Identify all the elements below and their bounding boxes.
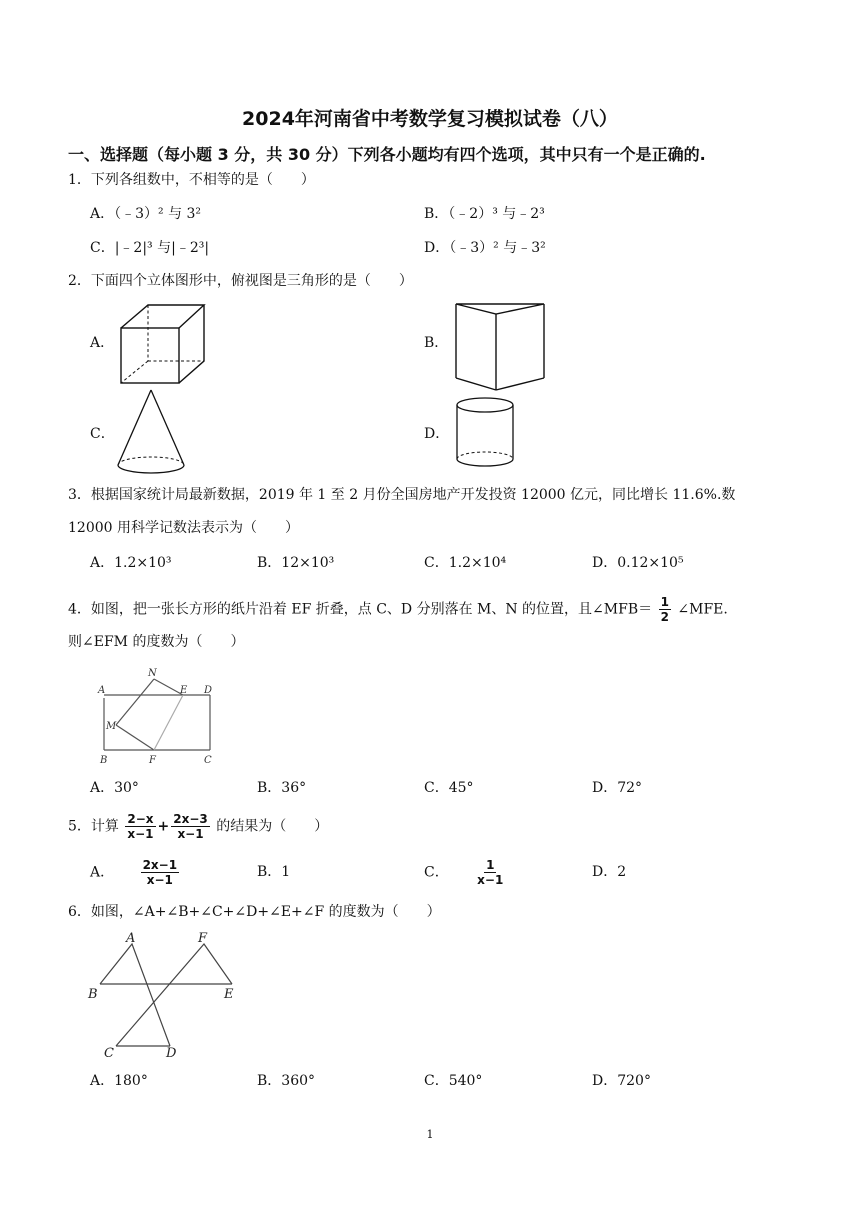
q6-option-c: C．540° xyxy=(424,1073,483,1089)
q5-fraction-1-den: x−1 xyxy=(127,827,154,841)
q2-stem: 2．下面四个立体图形中，俯视图是三角形的是（ ） xyxy=(68,273,413,289)
label-C: C xyxy=(204,755,212,766)
page-title: 2024年河南省中考数学复习模拟试卷（八） xyxy=(242,108,618,130)
q6-option-a: A．180° xyxy=(90,1073,148,1089)
q5-option-b: B．1 xyxy=(257,864,291,880)
label-A: A xyxy=(126,931,136,946)
q6-option-d: D．720° xyxy=(592,1073,651,1089)
cube-figure xyxy=(118,302,208,386)
q4-option-c: C．45° xyxy=(424,780,474,796)
q5-option-d: D．2 xyxy=(592,864,627,880)
label-D: D xyxy=(204,685,213,696)
q5-fraction-1-num: 2−x xyxy=(127,812,154,826)
q5-option-a-den: x−1 xyxy=(146,873,173,887)
prism-figure xyxy=(454,302,548,392)
q4-option-a: A．30° xyxy=(90,780,139,796)
q4-fraction xyxy=(659,595,671,624)
label-F: F xyxy=(198,931,208,946)
section-heading: 一、选择题（每小题 3 分，共 30 分）下列各小题均有四个选项，其中只有一个是正确的. xyxy=(68,145,706,164)
label-D: D xyxy=(166,1046,177,1061)
q5-stem-post: 的结果为（ ） xyxy=(216,818,329,835)
q4-stem-post: ∠MFE. xyxy=(677,601,728,618)
q3-stem-line1: 3．根据国家统计局最新数据，2019 年 1 至 2 月份全国房地产开发投资 12000 亿元，同比增长 11.6%.数 xyxy=(68,487,736,503)
q4-stem-line1 xyxy=(68,595,728,624)
label-F: F xyxy=(149,755,156,766)
q5-plus: + xyxy=(157,818,170,835)
label-M: M xyxy=(106,721,117,732)
page-number: 1 xyxy=(426,1128,434,1141)
q4-stem-line2: 则∠EFM 的度数为（ ） xyxy=(68,634,245,650)
q5-option-c-label: C． xyxy=(424,864,449,881)
q5-option-c xyxy=(424,858,507,887)
q5-fraction-2-den: x−1 xyxy=(177,827,204,841)
q5-option-a-fraction xyxy=(141,858,180,887)
q5-option-a-label: A． xyxy=(90,864,115,881)
q2-option-a: A． xyxy=(90,335,115,351)
label-A: A xyxy=(98,685,106,696)
q3-option-a: A．1.2×10³ xyxy=(90,555,172,571)
label-C: C xyxy=(104,1046,114,1061)
label-N: N xyxy=(148,668,157,679)
q3-stem-line2: 12000 用科学记数法表示为（ ） xyxy=(68,520,299,536)
q2-option-d: D． xyxy=(424,426,450,442)
q3-option-d: D．0.12×10⁵ xyxy=(592,555,684,571)
cone-figure xyxy=(115,388,187,478)
q1-option-d: D．（﹣3）² 与﹣3² xyxy=(424,240,546,256)
q1-option-c: C．|﹣2|³ 与|﹣2³| xyxy=(90,240,210,256)
q5-stem-pre: 5．计算 xyxy=(68,818,119,835)
q4-option-d: D．72° xyxy=(592,780,643,796)
q5-fraction-2-num: 2x−3 xyxy=(173,812,208,826)
q2-option-b: B． xyxy=(424,335,449,351)
q5-fraction-2 xyxy=(171,812,210,841)
q1-option-b: B．（﹣2）³ 与﹣2³ xyxy=(424,206,545,222)
q1-option-a: A．（﹣3）² 与 3² xyxy=(90,206,202,222)
angles-figure xyxy=(86,930,246,1062)
q2-option-c: C． xyxy=(90,426,115,442)
q1-stem: 1．下列各组数中，不相等的是（ ） xyxy=(68,172,315,188)
label-E: E xyxy=(180,685,188,696)
q5-option-a-num: 2x−1 xyxy=(142,858,178,872)
q5-option-c-num: 1 xyxy=(486,858,495,872)
label-B: B xyxy=(88,987,98,1002)
q5-option-c-fraction xyxy=(475,858,505,887)
fold-rectangle-figure xyxy=(96,664,220,766)
q3-option-b: B．12×10³ xyxy=(257,555,335,571)
label-E: E xyxy=(224,987,234,1002)
q5-option-a xyxy=(90,858,181,887)
label-B: B xyxy=(100,755,108,766)
q6-option-b: B．360° xyxy=(257,1073,316,1089)
q3-option-c: C．1.2×10⁴ xyxy=(424,555,507,571)
q4-fraction-den: 2 xyxy=(660,610,669,624)
q5-fraction-1 xyxy=(125,812,155,841)
q5-option-c-den: x−1 xyxy=(477,873,504,887)
q4-option-b: B．36° xyxy=(257,780,307,796)
q4-fraction-num: 1 xyxy=(660,595,669,609)
q6-stem: 6．如图，∠A+∠B+∠C+∠D+∠E+∠F 的度数为（ ） xyxy=(68,904,441,920)
q4-stem-pre: 4．如图，把一张长方形的纸片沿着 EF 折叠，点 C、D 分别落在 M、N 的位置，且∠MFB＝ xyxy=(68,601,653,618)
q5-stem xyxy=(68,812,328,841)
cylinder-figure xyxy=(454,395,516,471)
